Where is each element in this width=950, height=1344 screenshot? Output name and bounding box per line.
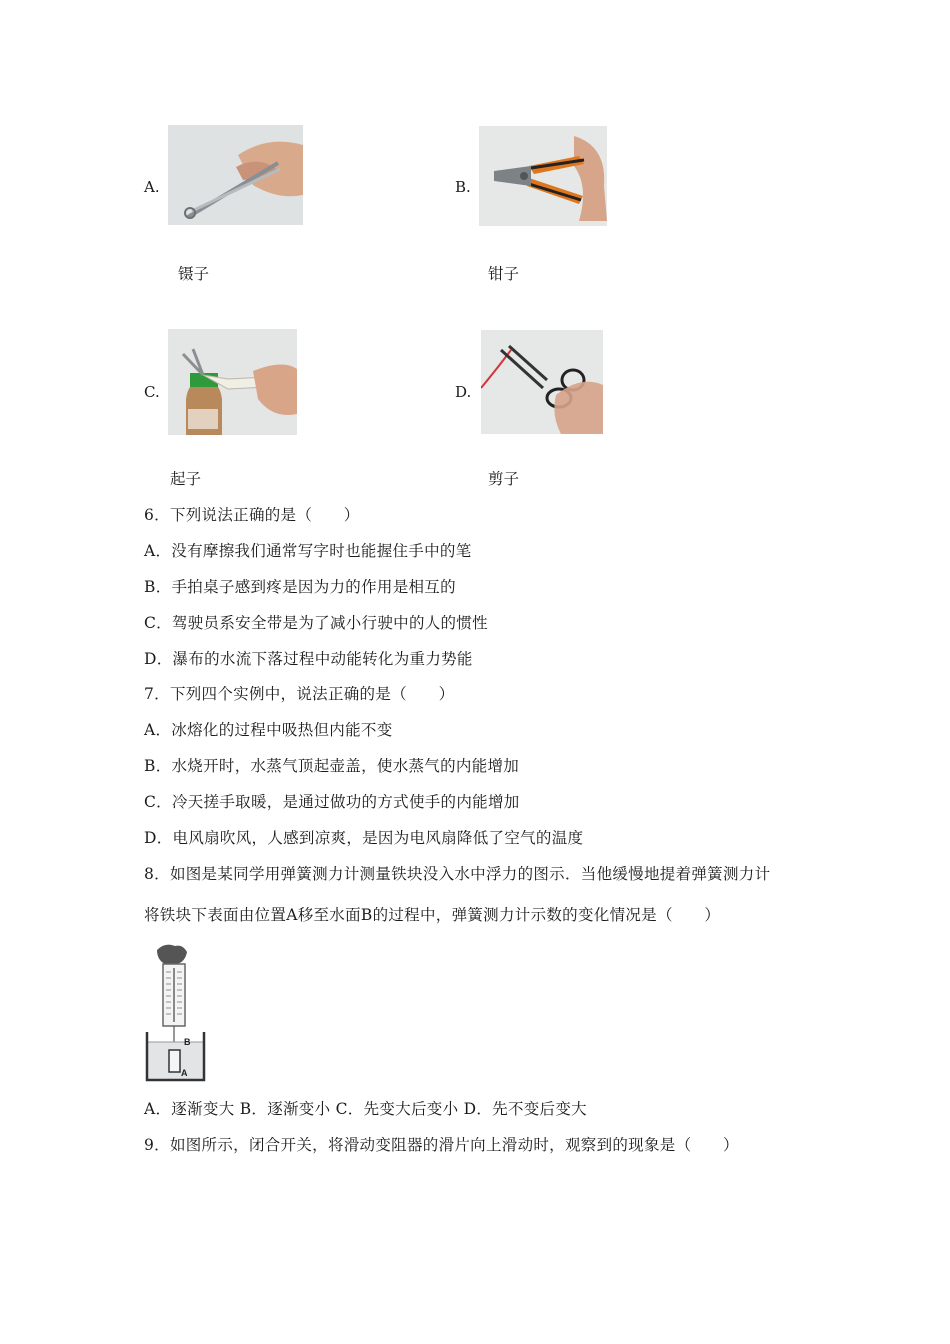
tweezers-icon xyxy=(168,125,303,225)
option-d-letter: D. xyxy=(455,383,472,401)
bottle-opener-icon xyxy=(168,329,297,435)
q7-stem: 7．下列四个实例中，说法正确的是（ ） xyxy=(144,685,455,703)
scissors-icon xyxy=(481,330,603,434)
option-b-letter: B. xyxy=(455,178,471,196)
q6-option-c: C．驾驶员系安全带是为了减小行驶中的人的惯性 xyxy=(144,614,488,632)
q6-option-d: D．瀑布的水流下落过程中动能转化为重力势能 xyxy=(144,650,473,668)
option-d-caption: 剪子 xyxy=(488,470,520,488)
option-a-caption: 镊子 xyxy=(178,265,210,283)
q7-option-b: B．水烧开时，水蒸气顶起壶盖，使水蒸气的内能增加 xyxy=(144,757,520,775)
q9-stem: 9．如图所示，闭合开关，将滑动变阻器的滑片向上滑动时，观察到的现象是（ ） xyxy=(144,1136,739,1154)
option-b-caption: 钳子 xyxy=(488,265,520,283)
q6-option-a: A．没有摩擦我们通常写字时也能握住手中的笔 xyxy=(144,542,472,560)
q8-stem-line2: 将铁块下表面由位置A移至水面B的过程中，弹簧测力计示数的变化情况是（ ） xyxy=(144,906,721,924)
q6-stem: 6．下列说法正确的是（ ） xyxy=(144,506,360,524)
pliers-icon xyxy=(479,126,607,226)
q6-option-b: B．手拍桌子感到疼是因为力的作用是相互的 xyxy=(144,578,456,596)
option-c-letter: C. xyxy=(144,383,160,401)
q7-option-d: D．电风扇吹风，人感到凉爽，是因为电风扇降低了空气的温度 xyxy=(144,829,584,847)
spring-scale-figure xyxy=(145,942,210,1082)
figure-label-a: A xyxy=(181,1068,188,1078)
q8-options: A．逐渐变大 B．逐渐变小 C．先变大后变小 D．先不变后变大 xyxy=(144,1100,587,1118)
figure-label-b: B xyxy=(184,1037,191,1047)
q7-option-a: A．冰熔化的过程中吸热但内能不变 xyxy=(144,721,393,739)
q7-option-c: C．冷天搓手取暖，是通过做功的方式使手的内能增加 xyxy=(144,793,520,811)
q8-stem-line1: 8．如图是某同学用弹簧测力计测量铁块没入水中浮力的图示．当他缓慢地提着弹簧测力计 xyxy=(144,865,771,883)
option-a-letter: A. xyxy=(144,178,160,196)
option-c-caption: 起子 xyxy=(170,470,202,488)
